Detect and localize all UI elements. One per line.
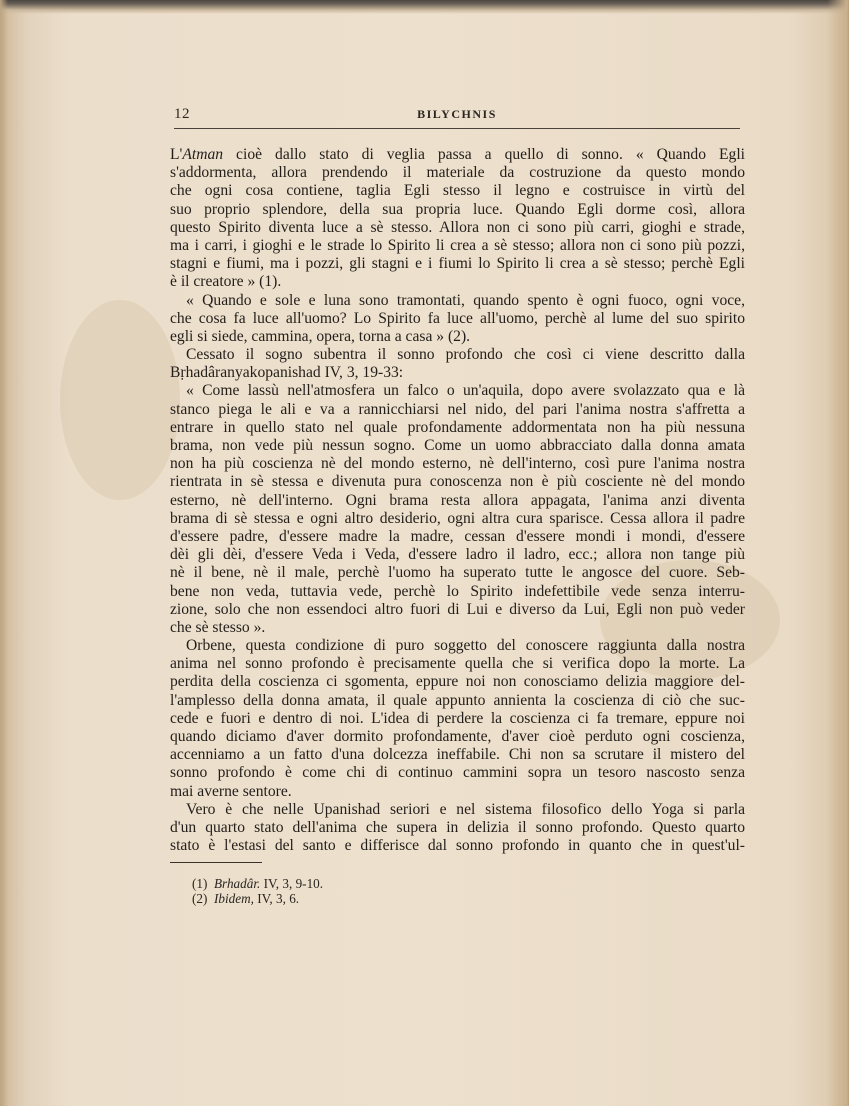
text-line: è il creatore » (1).	[170, 273, 282, 291]
text-line: zione, solo che non essendoci altro fuori di Lui e diverso da Lui, Egli non può veder	[170, 600, 745, 618]
journal-title: BILYCHNIS	[417, 107, 497, 121]
text-line: Vero è che nelle Upanishad seriori e nel sistema filosofico dello Yoga si parla	[186, 800, 745, 818]
text-line: Bṛhadâranyakopanishad IV, 3, 19-33:	[170, 364, 404, 382]
text-line: d'un quarto stato dell'anima che supera in delizia il sonno profondo. Questo quarto	[170, 818, 745, 836]
footnotes	[192, 876, 323, 906]
text-line: stato è l'estasi del santo e differisce dal sonno profondo in quanto che in quest'ul-	[170, 837, 745, 855]
text-line: suo proprio splendore, della sua propria luce. Quando Egli dorme così, allora	[170, 200, 745, 218]
text-line: che ogni cosa contiene, taglia Egli stesso il legno e costruisce in virtù del	[170, 182, 745, 200]
footnote	[192, 891, 323, 906]
text-line: « Come lassù nell'atmosfera un falco o un'aquila, dopo avere svolazzato qua e là	[186, 382, 745, 400]
footnote-reference: IV, 3, 9-10.	[260, 876, 324, 891]
text-line: stanco piega le ali e va a rannicchiarsi nel nido, del pari l'anima nostra s'affretta a	[170, 400, 745, 418]
text-line: perdita della coscienza ci sgomenta, eppure noi non conosciamo delizia maggiore del-	[170, 673, 745, 691]
text-line: esterno, nè dell'interno. Ogni brama resta allora appagata, l'anima anzi diventa	[170, 491, 745, 509]
footnote-rule	[170, 862, 262, 863]
text-line: dèi gli dèi, d'essere Veda i Veda, d'essere ladro il ladro, ecc.; allora non tange più	[170, 546, 745, 564]
text-line: egli si siede, cammina, opera, torna a casa » (2).	[170, 327, 471, 345]
footnote	[192, 876, 323, 891]
text-line: Cessato il sogno subentra il sonno profondo che così ci viene descritto dalla	[186, 346, 745, 364]
text-line: cede e fuori e dentro di noi. L'idea di perdere la coscienza ci fa tremare, eppure noi	[170, 709, 745, 727]
running-head	[174, 104, 740, 129]
text-line: entrare in quello stato nel quale profondamente addormentata non ha più nessuna	[170, 418, 745, 436]
paper-stain	[60, 300, 180, 500]
text-line: anima nel sonno profondo è precisamente quella che si verifica dopo la morte. La	[170, 655, 745, 673]
text-line: bene non veda, tuttavia vede, perchè lo Spirito indefettibile vede senza interru-	[170, 582, 745, 600]
footnote-number: (1)	[192, 876, 208, 891]
text-line: rientrata in sè stessa e divenuta pura conoscenza non è più cosciente nè del mondo	[170, 473, 745, 491]
text-line: accenniamo a un fatto d'una dolcezza ineffabile. Chi non sa scrutare il mistero del	[170, 746, 745, 764]
text-line: questo Spirito diventa luce a sè stesso. Allora non ci sono più carri, gioghi e strade,	[170, 218, 745, 236]
body-text	[170, 146, 745, 855]
text-line: stagni e fiumi, ma i pozzi, gli stagni e i fiumi lo Spirito li crea a sè stesso; perchè Egli	[170, 255, 745, 273]
text-line: che sè stesso ».	[170, 618, 266, 636]
footnote-source: Ibidem,	[214, 891, 254, 906]
text-line: non ha più coscienza nè del mondo esterno, nè dell'interno, così pure l'anima nostra	[170, 455, 745, 473]
page-left-edge	[0, 0, 8, 1106]
text-line: che cosa fa luce all'uomo? Lo Spirito fa luce all'uomo, perchè al lume del suo spirito	[170, 309, 745, 327]
text-line: brama, non vede più nessun sogno. Come un uomo abbracciato dalla donna amata	[170, 437, 745, 454]
text-line: sonno profondo è come chi di continuo cammini sopra un tesoro nascosto senza	[170, 764, 745, 782]
text-line: « Quando e sole e luna sono tramontati, quando spento è ogni fuoco, ogni voce,	[186, 291, 745, 309]
text-line: ma i carri, i gioghi e le strade lo Spirito li crea a sè stesso; allora non ci sono più pozzi,	[170, 236, 745, 254]
text-line: quando diciamo d'aver dormito profondamente, d'aver cioè perduto ogni coscienza,	[170, 728, 745, 745]
text-line: brama di sè stessa e ogni altro desiderio, ogni altra cura sparisce. Cessa allora il padre	[170, 509, 745, 527]
text-line: L'Atman cioè dallo stato di veglia passa a quello di sonno. « Quando Egli	[170, 146, 745, 163]
page-top-edge	[0, 0, 849, 14]
page-number: 12	[174, 106, 190, 122]
text-line: s'addormenta, allora prendendo il materiale da costruzione da questo mondo	[170, 164, 745, 182]
text-line: d'essere padre, d'essere madre la madre, cessan d'essere mondi i mondi, d'essere	[170, 527, 745, 545]
text-line: Orbene, questa condizione di puro soggetto del conoscere raggiunta dalla nostra	[186, 637, 745, 655]
footnote-reference: IV, 3, 6.	[253, 891, 300, 906]
text-line: nè il bene, nè il male, perchè l'uomo ha superato tutte le angosce del cuore. Seb-	[170, 564, 745, 582]
text-line: mai averne sentore.	[170, 782, 292, 800]
footnote-number: (2)	[192, 891, 208, 906]
page-right-edge	[827, 0, 849, 1106]
footnote-source: Brhadâr.	[214, 876, 261, 891]
text-line: l'amplesso della donna amata, il quale appunto annienta la coscienza di ciò che suc-	[170, 691, 745, 709]
